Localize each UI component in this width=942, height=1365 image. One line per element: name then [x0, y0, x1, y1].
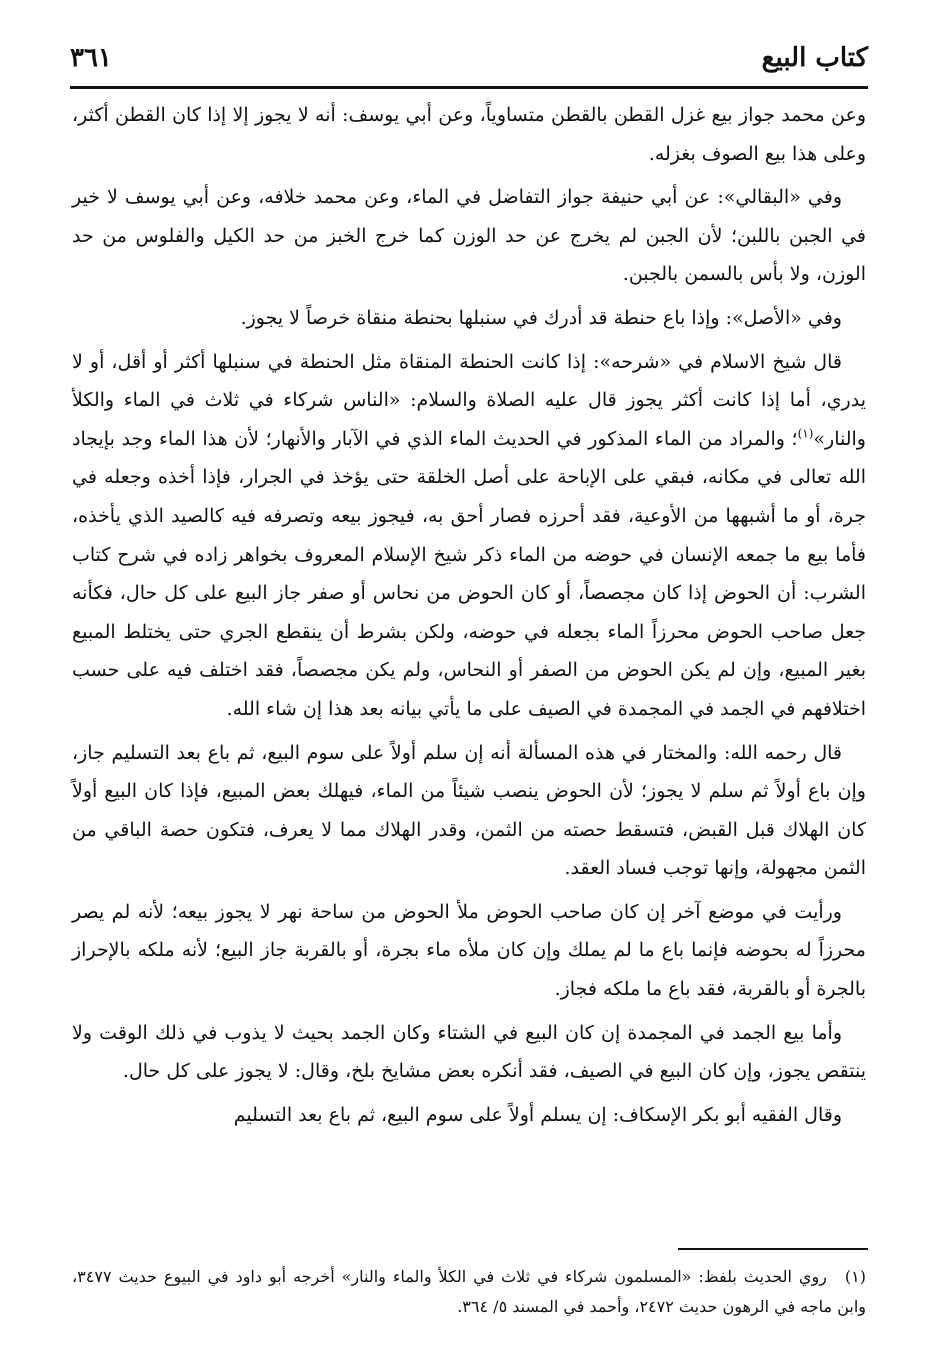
paragraph: ورأيت في موضع آخر إن كان صاحب الحوض ملأ الحوض من ساحة نهر لا يجوز بيعه؛ لأنه لم يصر محرزاً له بحوضه فإنما باع ما لم يملك وإن كان ملأه ماء بجرة، أو بالقربة جاز البيع؛ لأنه ملكه بالإحراز بالجرة أو بالقربة، فقد باع ما ملكه فجاز.: [72, 900, 866, 1001]
running-header: [70, 36, 868, 80]
footnote-entry: [72, 1262, 866, 1322]
paragraph: وقال الفقيه أبو بكر الإسكاف: إن يسلم أولاً على سوم البيع، ثم باع بعد التسليم: [233, 1103, 842, 1126]
running-title: كتاب البيع: [761, 43, 868, 73]
paragraph-with-footnote: [72, 343, 866, 729]
paragraph: وأما بيع الجمد في المجمدة إن كان البيع في الشتاء وكان الجمد بحيث لا يذوب في ذلك الوقت ولا ينتقص يجوز، وإن كان البيع في الصيف، فقد أنكره بعض مشايخ بلخ، وقال: لا يجوز على كل حال.: [72, 1021, 866, 1083]
paragraph: وفي «الأصل»: وإذا باع حنطة قد أدرك في سنبلها بحنطة منقاة خرصاً لا يجوز.: [240, 306, 842, 329]
paragraph-text-after: ؛ والمراد من الماء المذكور في الحديث الماء الذي في الآبار والأنهار؛ لأن هذا الماء وجد بإيجاد الله تعالى في مكانه، فبقي على الإباحة على أصل الخلقة حتى يؤخذ في الجرار، فإذا أخذه وجعله في جرة، أو ما أشبهها من الأوعية، فقد أحرزه فصار أحق به، فيجوز بيعه وتصرفه فيه كالصيد الذي يأخذه، فأما بيع ما جمعه الإنسان في حوضه من الماء ذكر شيخ الإسلام المعروف بخواهر زاده في شرح كتاب الشرب: أن الحوض إذا كان مجصصاً، أو كان الحوض من نحاس أو صفر جاز البيع على كل حال، فكأنه جعل صاحب الحوض محرزاً الماء بجعله في حوضه، ولكن بشرط أن ينقطع الجري حتى يختلط المبيع بغير المبيع، وإن لم يكن الحوض من الصفر أو النحاس، ولم يكن مجصصاً، فقد اختلف فيه على حسب اختلافهم في الجمد في المجمدة في الصيف على ما يأتي بيانه بعد هذا إن شاء الله.: [72, 427, 866, 720]
footnote: [72, 1262, 866, 1322]
footnote-text: روي الحديث بلفظ: «المسلمون شركاء في ثلاث في الكلأ والماء والنار» أخرجه أبو داود في البيوع حديث ٣٤٧٧، وابن ماجه في الرهون حديث ٢٤٧٢، وأحمد في المسند ٥/ ٣٦٤.: [72, 1267, 866, 1316]
header-rule: [70, 86, 868, 89]
paragraph-text-before: قال شيخ الاسلام في «شرحه»: إذا كانت الحنطة المنقاة مثل الحنطة في سنبلها أكثر أو أقل، أو لا يدري، أما إذا كانت أكثر يجوز قال عليه الصلاة والسلام: «الناس شركاء في ثلاث في الماء والكلأ والنار»: [72, 350, 866, 450]
footnote-separator: [678, 1248, 868, 1250]
paragraph: قال رحمه الله: والمختار في هذه المسألة أنه إن سلم أولاً على سوم البيع، ثم باع بعد التسليم جاز، وإن باع أولاً ثم سلم لا يجوز؛ لأن الحوض ينصب شيئاً من الماء، فيهلك بعض المبيع، فإذا كان البيع أولاً كان الهلاك قبل القبض، فتسقط حصته من الثمن، وقدر الهلاك مما لا يعرف، فتكون حصة الباقي من الثمن مجهولة، وإنها توجب فساد العقد.: [72, 741, 866, 880]
page-number: ٣٦١: [70, 43, 112, 73]
body-text: [72, 96, 866, 1139]
footnote-number: (١): [844, 1267, 866, 1286]
paragraph: وفي «البقالي»: عن أبي حنيفة جواز التفاضل في الماء، وعن محمد خلافه، وعن أبي يوسف لا خير في الجبن باللبن؛ لأن الجبن لم يخرج عن حد الوزن كما خرج الخبز من حد الكيل والفلوس من حد الوزن، ولا بأس بالسمن بالجبن.: [72, 186, 866, 286]
footnote-reference[interactable]: (١): [797, 426, 814, 441]
paragraph: وعن محمد جواز بيع غزل القطن بالقطن متساوياً، وعن أبي يوسف: أنه لا يجوز إلا إذا كان القطن أكثر، وعلى هذا بيع الصوف بغزله.: [72, 104, 866, 165]
